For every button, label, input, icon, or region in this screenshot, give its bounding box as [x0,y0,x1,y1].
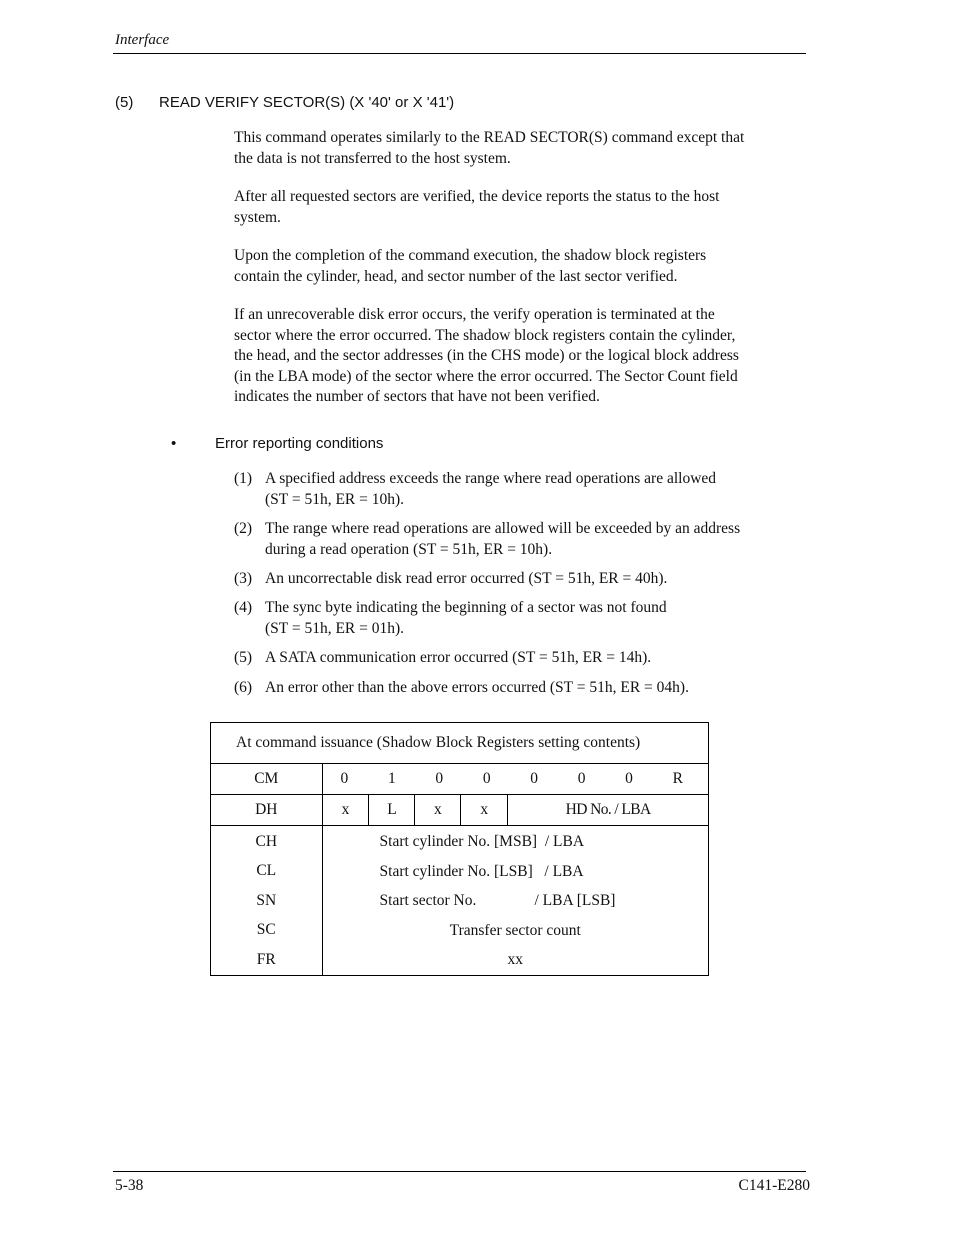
register-table [210,722,709,976]
bullet-text: Error reporting conditions [215,435,384,452]
dh-cell: L [369,795,415,826]
paragraph-2 [234,187,804,228]
bullet-icon: • [171,435,177,452]
register-value: Start cylinder No. [LSB] / LBA [379,862,584,880]
dh-head-lba: HD No. / LBA [508,795,709,826]
paragraph-line: contain the cylinder, head, and sector number of the last sector verified. [234,267,678,285]
document-id: C141-E280 [738,1177,810,1194]
item-line: An uncorrectable disk read error occurred (ST = 51h, ER = 40h). [265,570,668,587]
table-caption: At command issuance (Shadow Block Registers setting contents) [211,723,709,764]
page-number: 5-38 [115,1177,144,1194]
register-label-ch: CH [255,832,278,850]
register-label-fr: FR [256,950,276,968]
table-row [211,795,709,826]
paragraph-line: indicates the number of sectors that have not been verified. [234,388,600,405]
item-number: (6) [234,679,253,696]
bit-value: R [672,770,683,787]
paragraph-3 [234,246,804,287]
item-number: (3) [234,570,253,587]
paragraph-line: the head, and the sector addresses (in the CHS mode) or the logical block address [234,347,739,364]
register-label-sn: SN [256,891,277,909]
item-number: (4) [234,599,253,616]
item-line: The sync byte indicating the beginning of a sector was not found [265,599,667,616]
register-label-sc: SC [256,921,276,938]
bit-value: 0 [340,770,349,787]
item-line: (ST = 51h, ER = 10h). [265,490,405,508]
item-line: An error other than the above errors occurred (ST = 51h, ER = 04h). [265,679,689,696]
dh-cell: x [461,795,508,826]
register-label-cm: CM [211,764,323,795]
paragraph-line: (in the LBA mode) of the sector where the error occurred. The Sector Count field [234,367,738,385]
section-number: (5) [115,94,134,111]
section-heading [115,94,454,111]
bit-value: 0 [530,770,539,787]
paragraph-4 [234,305,804,408]
bullet-heading [171,435,383,452]
running-header: Interface [115,32,170,48]
table-row [211,826,709,976]
section-title: READ VERIFY SECTOR(S) (X '40' or X '41') [159,94,455,111]
bit-value: 0 [482,770,491,787]
paragraph-line: system. [234,208,281,226]
bit-value: 0 [435,770,444,787]
paragraph-line: After all requested sectors are verified, the device reports the status to the host [234,188,720,205]
item-number: (2) [234,520,253,537]
register-label-dh: DH [211,795,323,826]
register-value: xx [507,951,523,968]
bit-value: 0 [577,770,586,787]
paragraph-line: sector where the error occurred. The shadow block registers contain the cylinder, [234,326,736,344]
table-row [211,764,709,795]
item-line: (ST = 51h, ER = 01h). [265,619,405,637]
paragraph-line: Upon the completion of the command execution, the shadow block registers [234,247,707,264]
register-value: Start cylinder No. [MSB] / LBA [379,833,585,850]
cm-bits [322,764,708,795]
item-number: (1) [234,470,253,487]
item-line: A specified address exceeds the range where read operations are allowed [265,470,717,487]
register-labels [211,826,323,976]
item-line: A SATA communication error occurred (ST = 51h, ER = 14h). [265,649,652,666]
bit-value: 1 [387,770,396,787]
dh-cell: x [415,795,461,826]
paragraph-1 [234,128,804,169]
paragraph-line: This command operates similarly to the READ SECTOR(S) command except that [234,129,745,146]
dh-cell: x [322,795,369,826]
paragraph-line: the data is not transferred to the host system. [234,149,511,167]
register-values [322,826,708,976]
bit-value: 0 [625,770,633,787]
register-value: Start sector No. / LBA [LSB] [379,892,616,909]
register-value: Transfer sector count [449,921,581,939]
paragraph-line: If an unrecoverable disk error occurs, the verify operation is terminated at the [234,306,715,323]
register-label-cl: CL [256,862,277,879]
header-rule [113,53,806,54]
item-number: (5) [234,649,253,666]
footer-rule [113,1171,806,1172]
item-line: The range where read operations are allowed will be exceeded by an address [265,520,741,537]
item-line: during a read operation (ST = 51h, ER = 10h). [265,540,553,558]
